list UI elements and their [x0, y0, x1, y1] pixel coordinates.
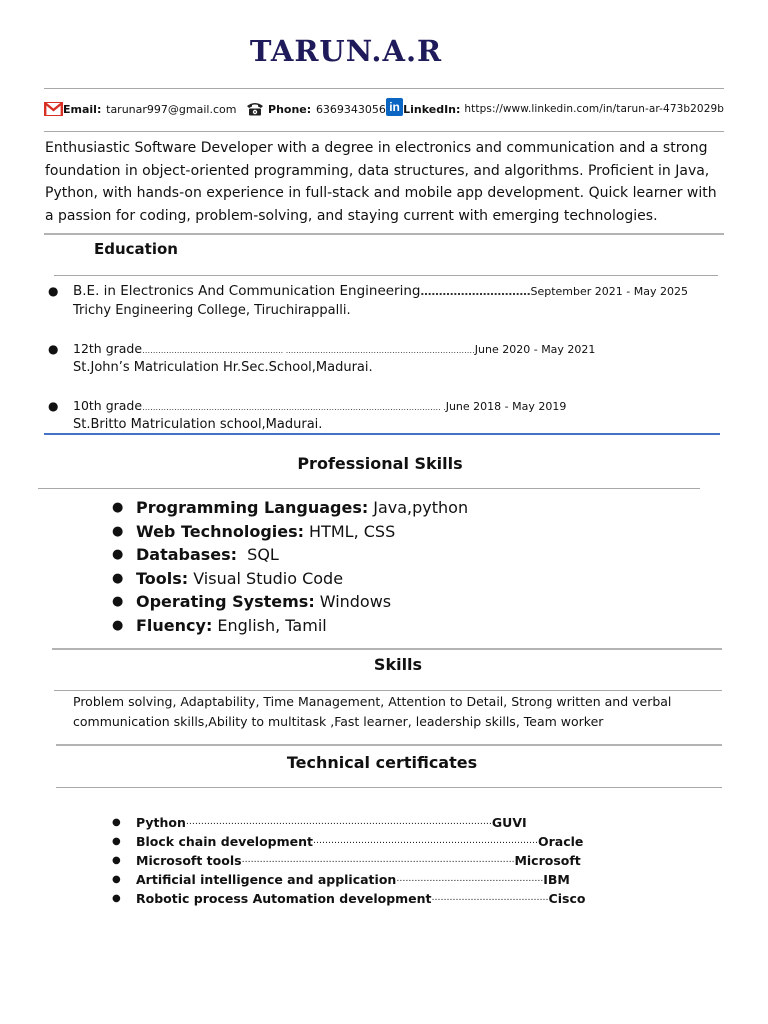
date-range: June 2018 - May 2019	[445, 400, 567, 413]
professional-skills-list	[112, 496, 468, 638]
skills-text: Problem solving, Adaptability, Time Management, Attention to Detail, Strong written and verbal communication skills,Ability to multitask ,Fast learner, leadership skills, Team worker	[73, 694, 672, 729]
divider	[54, 275, 718, 276]
linkedin-icon: in	[386, 98, 403, 116]
email-address[interactable]: tarunar997@gmail.com	[106, 102, 237, 116]
list-item: ● Operating Systems: Windows	[112, 592, 392, 612]
certificates-heading: Technical certificates	[286, 753, 478, 772]
linkedin-url[interactable]: https://www.linkedin.com/in/tarun-ar-473b2029b	[464, 103, 725, 115]
dot-leader: …………………………………………….. ..……………………………………………………………	[142, 346, 475, 355]
telephone-icon	[246, 102, 264, 116]
dot-leader: …………………………………………………………………………………………………. .	[142, 403, 446, 412]
date-range: September 2021 - May 2025	[530, 285, 688, 298]
divider	[54, 690, 722, 691]
list-item: ● Artificial intelligence and application …………………………………………. IBM	[112, 872, 570, 887]
bullet: ●	[48, 284, 59, 298]
list-item: ● Robotic process Automation development ………………………………… Cisco	[112, 891, 586, 906]
list-item: ● Fluency: English, Tamil	[112, 615, 327, 635]
school: Trichy Engineering College, Tiruchirappalli.	[73, 303, 351, 318]
divider	[38, 488, 700, 489]
list-item: ● Microsoft tools ………………………………………………………………………………. Microsoft	[112, 853, 581, 868]
bullet: ●	[48, 342, 59, 356]
degree: B.E. in Electronics And Communication Engineering	[73, 283, 421, 299]
school: St.Britto Matriculation school,Madurai.	[73, 417, 323, 432]
education-item	[48, 283, 708, 318]
education-item	[48, 398, 708, 432]
list-item: ● Tools: Visual Studio Code	[112, 568, 344, 588]
list-item: ● Python ………………………………………………………………………………………… GUVI	[112, 815, 527, 830]
education-heading: Education	[94, 240, 178, 258]
linkedin-label: LinkedIn:	[403, 102, 461, 116]
email-label: Email:	[63, 102, 102, 116]
list-item: ● Block chain development ………………………………………………………………… Oracle	[112, 834, 584, 849]
degree: 10th grade	[73, 398, 143, 413]
divider	[44, 131, 724, 132]
bullet: ●	[48, 399, 59, 413]
section-rule	[44, 433, 720, 435]
divider	[56, 787, 722, 788]
certificates-list	[112, 813, 585, 908]
list-item: ● Web Technologies: HTML, CSS	[112, 521, 396, 541]
phone-label: Phone:	[268, 102, 312, 116]
phone-number[interactable]: 6369343056	[315, 102, 386, 116]
list-item: ● Programming Languages: Java,python	[112, 498, 469, 517]
divider	[52, 648, 722, 650]
gmail-icon	[44, 102, 63, 116]
date-range: June 2020 - May 2021	[474, 343, 596, 356]
divider	[56, 744, 722, 746]
list-item: ● Databases: SQL	[112, 545, 279, 565]
profile-summary: Enthusiastic Software Developer with a degree in electronics and communication and a strong foundation in object-oriented programming, data structures, and algorithms. Proficient in Java, Python, with hands-on experience in full-stack and mobile app development. Quick learner with a passion for coding, problem-solving, and staying current with emerging technologies.	[45, 140, 717, 224]
skills-heading: Skills	[373, 655, 423, 674]
education-item	[48, 341, 708, 375]
school: St.John’s Matriculation Hr.Sec.School,Madurai.	[73, 360, 373, 375]
contact-line	[44, 98, 724, 120]
dot-leader: …………………………	[420, 285, 531, 298]
professional-skills-heading: Professional Skills	[297, 454, 463, 473]
divider	[44, 233, 724, 235]
divider	[44, 88, 724, 89]
degree: 12th grade	[73, 341, 143, 356]
resume-name: TARUN.A.R	[249, 34, 443, 68]
